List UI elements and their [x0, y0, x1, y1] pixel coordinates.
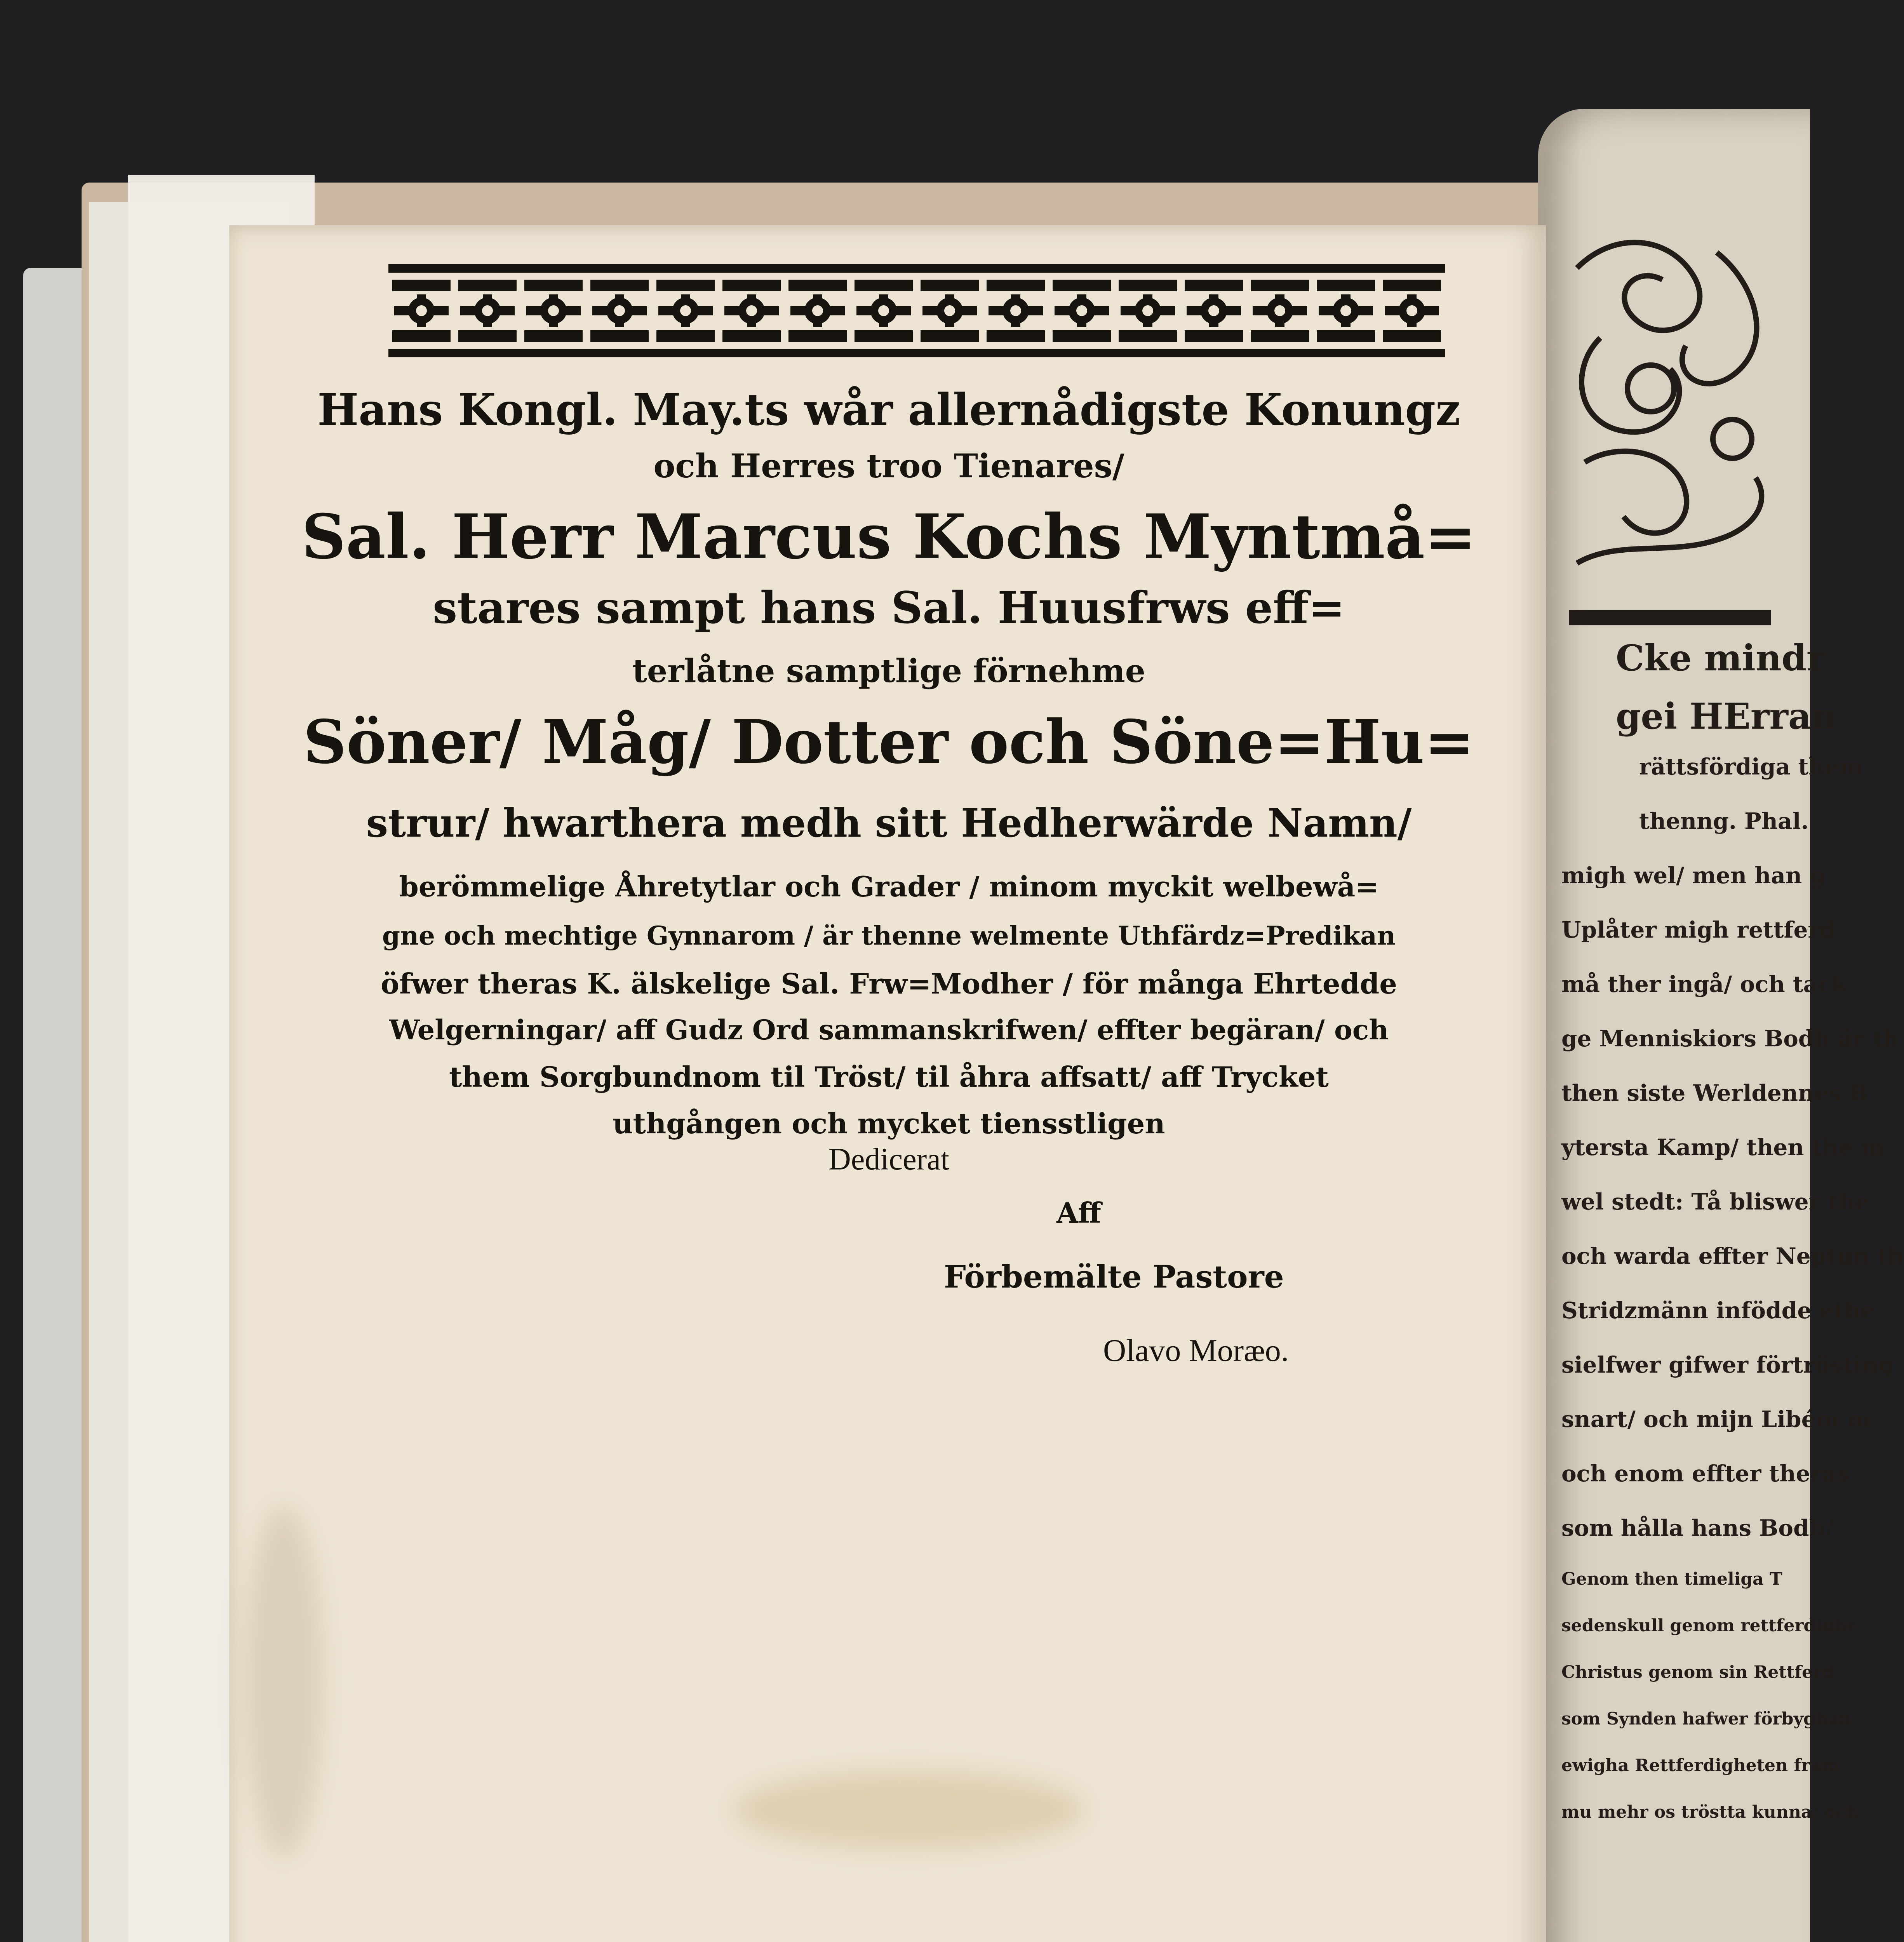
ornament-cell — [987, 280, 1045, 342]
recto-line: ewigha Rettferdigheten fram — [1561, 1756, 1840, 1775]
author-role: Förbemälte Pastore — [944, 1258, 1284, 1295]
name-line-2: stares sampt hans Sal. Huusfrws eff= — [433, 583, 1345, 633]
body-line-6: uthgången och mycket tiensstligen — [613, 1107, 1165, 1140]
ornament-cell — [590, 280, 649, 342]
recto-line: Christus genom sin Rettferd — [1561, 1662, 1834, 1682]
name-line-1: Sal. Herr Marcus Kochs Myntmå= — [301, 501, 1476, 573]
recto-line: må ther ingå/ och tack — [1561, 971, 1847, 997]
recto-line: sielfwer gifwer förtrösting — [1561, 1352, 1894, 1378]
ornament-cell — [392, 280, 451, 342]
body-line-4: Welgerningar/ aff Gudz Ord sammanskrifwen/ effter begäran/ och — [389, 1014, 1389, 1046]
recto-line: ytersta Kamp/ then the m — [1561, 1134, 1885, 1161]
body-line-2: gne och mechtige Gynnarom / är thenne welmente Uthfärdz=Predikan — [382, 921, 1396, 951]
body-line-5: them Sorgbundnom til Tröst/ til åhra affsatt/ aff Trycket — [449, 1060, 1329, 1093]
recto-line: then siste Werldennes B — [1561, 1080, 1868, 1106]
recto-line: Cke mindr — [1616, 637, 1826, 679]
recto-line: mu mehr os tröstta kunna/ och — [1561, 1802, 1859, 1822]
recto-line: som Synden hafwer förbyghan — [1561, 1709, 1852, 1729]
recto-line: Uplåter migh rettferd — [1561, 917, 1836, 943]
recto-line: rättsfördiga them — [1639, 753, 1863, 780]
body-line-3: öfwer theras K. älskelige Sal. Frw=Modher / för många Ehrtedde — [380, 967, 1398, 1000]
ornament-cell — [855, 280, 913, 342]
heading-line-1: Hans Kongl. May.ts wår allernådigste Konungz — [317, 385, 1460, 435]
title-line-1: Söner/ Måg/ Dotter och Söne=Hu= — [303, 707, 1475, 777]
recto-line: sedenskull genom rettferdighe — [1561, 1616, 1857, 1636]
ornament-cell — [1119, 280, 1177, 342]
recto-line: thenng. Phal. — [1639, 808, 1809, 834]
ornament-cell — [788, 280, 847, 342]
ornament-cell — [458, 280, 517, 342]
ornament-cell — [524, 280, 583, 342]
recto-line: gei HErran — [1616, 695, 1838, 737]
recto-line: som hålla hans Bodh/ — [1561, 1515, 1834, 1541]
recto-line: och warda effter Neptun th — [1561, 1243, 1904, 1269]
ornament-cell — [1053, 280, 1111, 342]
ornament-cell — [1317, 280, 1375, 342]
author-name: Olavo Moræo. — [1103, 1333, 1289, 1368]
body-line-1: berömmelige Åhretytlar och Grader / minom myckit welbewå= — [399, 870, 1379, 903]
recto-line: Stridzmänn infödde ethe — [1561, 1297, 1875, 1324]
ornament-cell — [1251, 280, 1309, 342]
printers-ornament-band — [388, 264, 1445, 357]
ornament-cell — [1383, 280, 1441, 342]
recto-line: wel stedt: Tå bliswer the — [1561, 1189, 1870, 1215]
recto-line: och enom effter theras — [1561, 1460, 1850, 1487]
ornament-cell — [921, 280, 979, 342]
ornament-cell — [722, 280, 781, 342]
recto-line: snart/ och mijn Libém m — [1561, 1406, 1871, 1432]
water-stain — [734, 1771, 1084, 1849]
recto-line: migh wel/ men han g — [1561, 862, 1826, 889]
ornament-cell — [656, 280, 715, 342]
edge-stain — [245, 1507, 322, 1857]
recto-line: ge Menniskiors Bodh är th — [1561, 1025, 1899, 1052]
name-line-3: terlåtne samptlige förnehme — [632, 653, 1145, 690]
dedication-word: Dedicerat — [828, 1142, 949, 1176]
title-line-2: strur/ hwarthera medh sitt Hedherwärde Namn/ — [366, 800, 1412, 846]
heading-line-2: och Herres troo Tienares/ — [653, 447, 1124, 485]
aff-word: Aff — [1056, 1196, 1101, 1229]
ornament-cell — [1185, 280, 1243, 342]
recto-line: Genom then timeliga T — [1561, 1569, 1782, 1589]
